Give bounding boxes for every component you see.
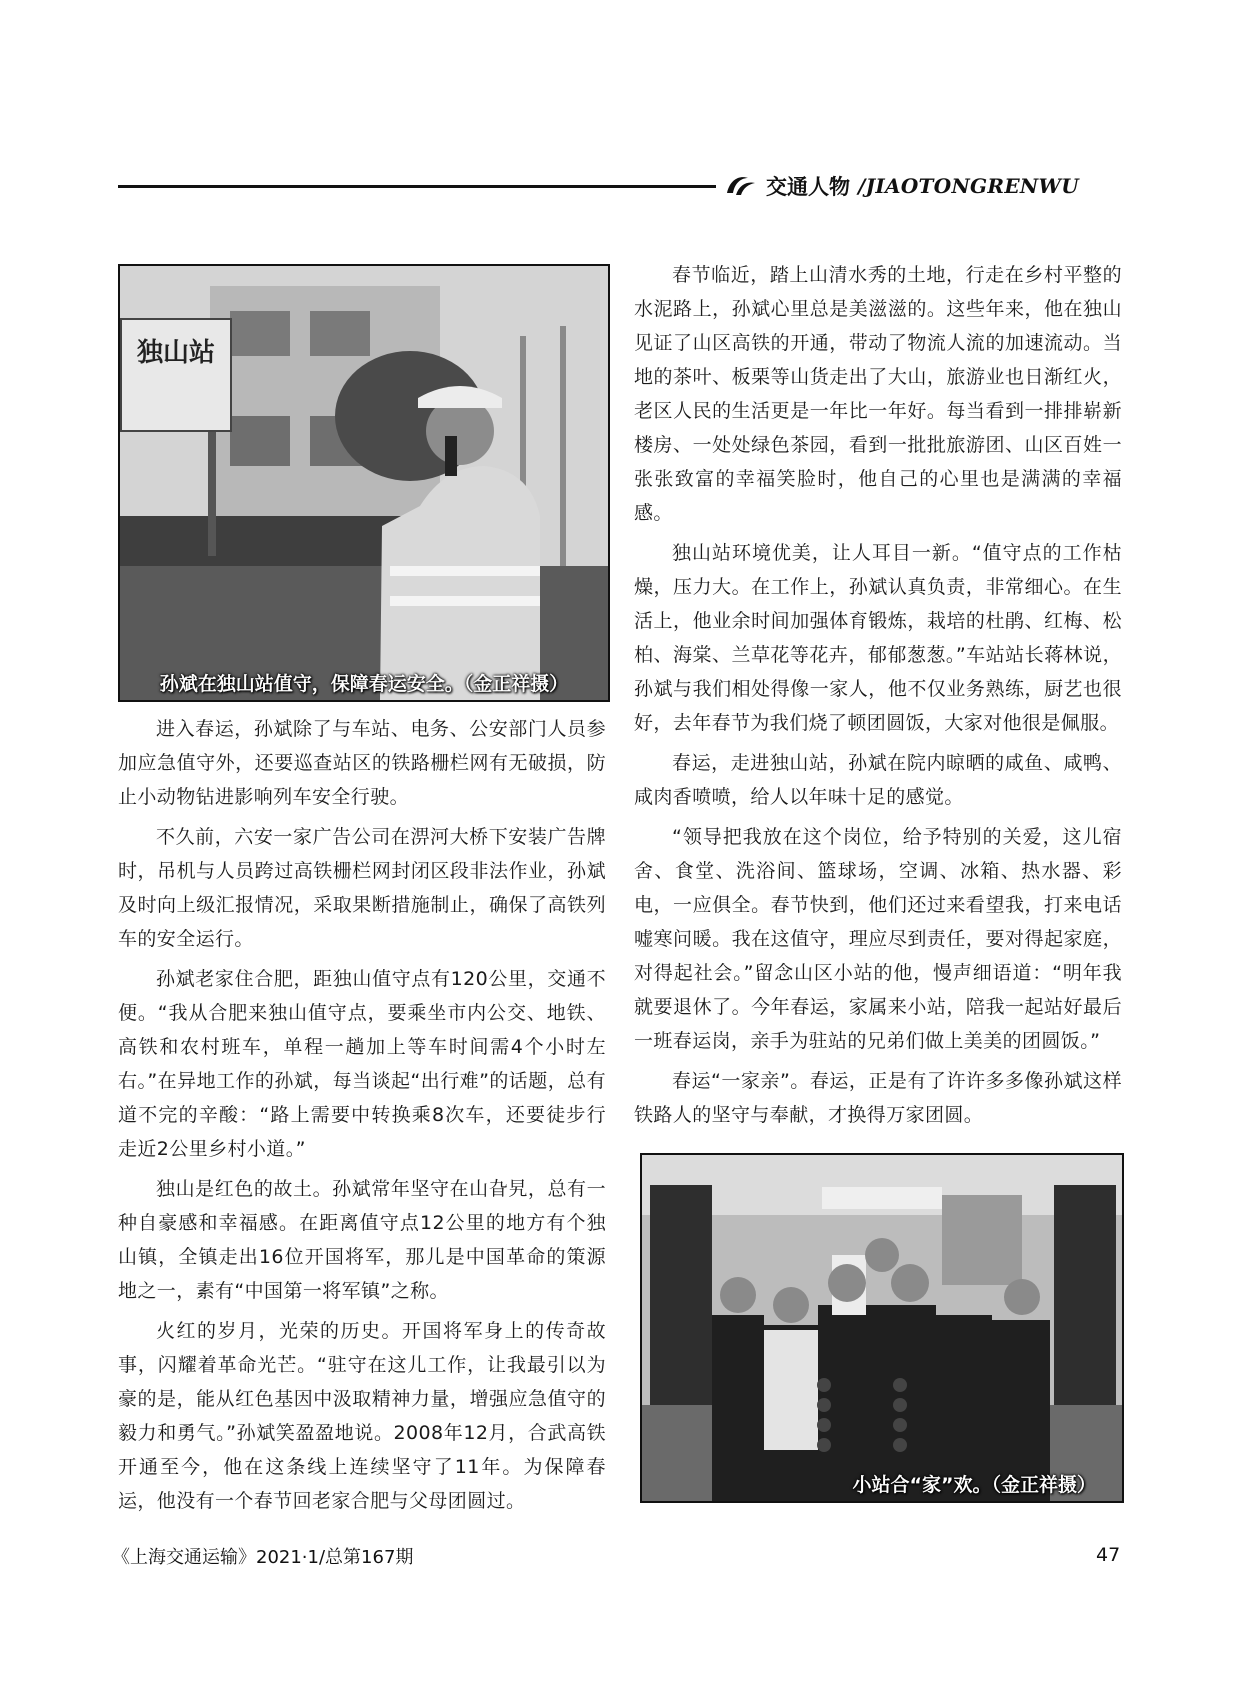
photo-family-gathering-illustration [642,1155,1122,1501]
article-column-left [118,712,606,1524]
photo-caption-bottom: 小站合“家”欢。（金正祥摄） [852,1474,1096,1496]
section-title-en: /JIAOTONGRENWU [858,174,1079,198]
header-rule [118,185,716,188]
paragraph: 独山是红色的故土。孙斌常年坚守在山旮旯，总有一种自豪感和幸福感。在距离值守点12公里的地方有个独山镇，全镇走出16位开国将军，那儿是中国革命的策源地之一，素有“中国第一将军镇”之称。 [118,1178,606,1302]
station-sign [120,318,232,432]
section-header [724,168,1079,204]
photo-caption-top: 孙斌在独山站值守，保障春运安全。（金正祥摄） [159,673,569,695]
paragraph: 独山站环境优美，让人耳目一新。“值守点的工作枯燥，压力大。在工作上，孙斌认真负责，非常细心。在生活上，他业余时间加强体育锻炼，栽培的杜鹃、红梅、松柏、海棠、兰草花等花卉，郁郁葱葱。”车站站长蒋林说，孙斌与我们相处得像一家人，他不仅业务熟练，厨艺也很好，去年春节为我们烧了顿团圆饭，大家对他很是佩服。 [634,542,1122,734]
paragraph: 春节临近，踏上山清水秀的土地，行走在乡村平整的水泥路上，孙斌心里总是美滋滋的。这些年来，他在独山见证了山区高铁的开通，带动了物流人流的加速流动。当地的茶叶、板栗等山货走出了大山，旅游业也日渐红火，老区人民的生活更是一年比一年好。每当看到一排排崭新楼房、一处处绿色茶园，看到一批批旅游团、山区百姓一张张致富的幸福笑脸时，他自己的心里也是满满的幸福感。 [634,264,1122,524]
paragraph: 进入春运，孙斌除了与车站、电务、公安部门人员参加应急值守外，还要巡查站区的铁路栅栏网有无破损，防止小动物钻进影响列车安全行驶。 [118,718,606,808]
section-title-cn: 交通人物 [766,175,850,199]
paragraph: 不久前，六安一家广告公司在淠河大桥下安装广告牌时，吊机与人员跨过高铁栅栏网封闭区段非法作业，孙斌及时向上级汇报情况，采取果断措施制止，确保了高铁列车的安全运行。 [118,826,606,950]
station-sign-text: 独山站 [136,338,215,368]
photo-family-gathering [640,1153,1124,1503]
paragraph: 孙斌老家住合肥，距独山值守点有120公里，交通不便。“我从合肥来独山值守点，要乘坐市内公交、地铁、高铁和农村班车，单程一趟加上等车时间需4个小时左右。”在异地工作的孙斌，每当谈起“出行难”的话题，总有道不完的辛酸：“路上需要中转换乘8次车，还要徒步行走近2公里乡村小道。” [118,968,606,1160]
photo-station-duty [118,264,610,702]
paragraph: 春运“一家亲”。春运，正是有了许许多多像孙斌这样铁路人的坚守与奉献，才换得万家团圆。 [634,1070,1122,1126]
paragraph: “领导把我放在这个岗位，给予特别的关爱，这儿宿舍、食堂、洗浴间、篮球场，空调、冰箱、热水器、彩电，一应俱全。春节快到，他们还过来看望我，打来电话嘘寒问暖。我在这值守，理应尽到责任，要对得起家庭，对得起社会。”留念山区小站的他，慢声细语道：“明年我就要退休了。今年春运，家属来小站，陪我一起站好最后一班春运岗，亲手为驻站的兄弟们做上美美的团圆饭。” [634,826,1122,1052]
magazine-logo-icon [724,173,758,199]
paragraph: 火红的岁月，光荣的历史。开国将军身上的传奇故事，闪耀着革命光芒。“驻守在这儿工作，让我最引以为豪的是，能从红色基因中汲取精神力量，增强应急值守的毅力和勇气。”孙斌笑盈盈地说。2008年12月，合武高铁开通至今，他在这条线上连续坚守了11年。为保障春运，他没有一个春节回老家合肥与父母团圆过。 [118,1320,606,1512]
paragraph: 春运，走进独山站，孙斌在院内晾晒的咸鱼、咸鸭、咸肉香喷喷，给人以年味十足的感觉。 [634,752,1122,808]
page-number: 47 [1096,1544,1121,1566]
publication-info: 《上海交通运输》2021·1/总第167期 [112,1547,414,1568]
article-column-right [634,258,1122,1138]
